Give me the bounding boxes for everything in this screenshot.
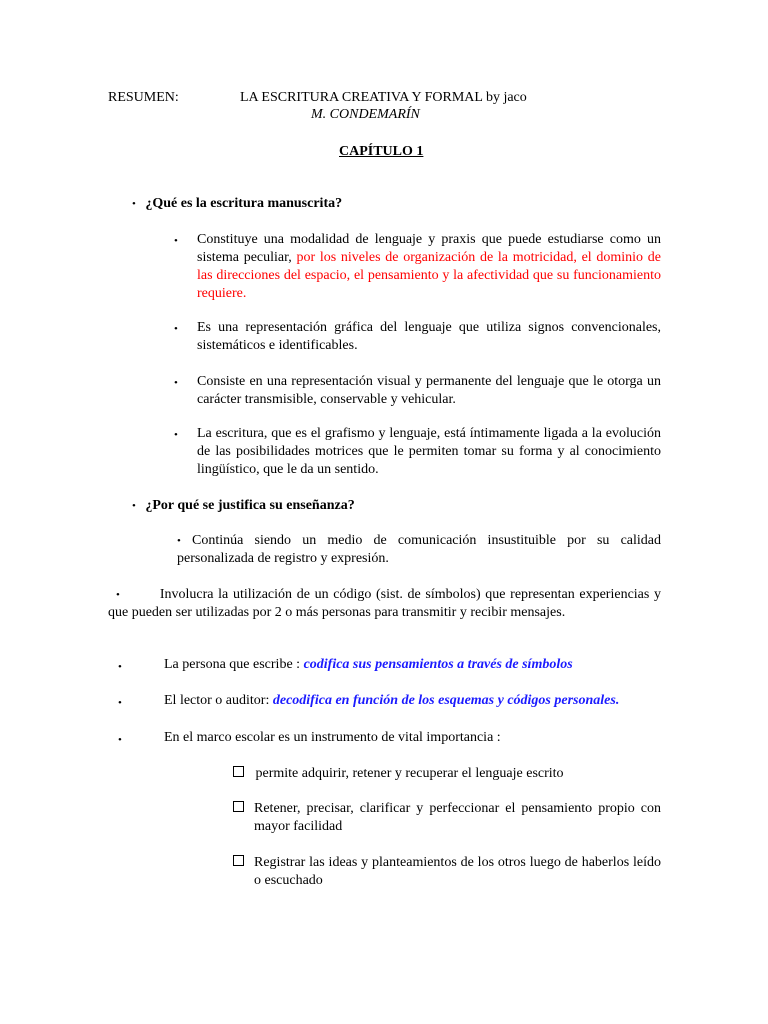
section2-question [132,497,355,515]
document-title [240,89,527,107]
bullet-icon: • [118,734,122,746]
bullet-icon: • [118,697,122,709]
list-item: Es una representación gráfica del lenguaje que utiliza signos convencionales, sistemáticos e identificables. [197,320,661,353]
section1-question [132,195,342,213]
bullet-icon: • [177,535,181,547]
question-text: ¿Qué es la escritura manuscrita? [145,196,343,211]
list-item: La escritura, que es el grafismo y lenguaje, está íntimamente ligada a la evolución de las posibilidades motrices que le permiten tomar su forma y al conocimiento lingüístico, que le da un sentido. [197,426,661,477]
checklist-item [233,765,564,783]
list-item: Consiste en una representación visual y permanente del lenguaje que le otorga un carácter transmisible, conservable y vehicular. [197,374,661,407]
bullet-icon: • [118,661,122,673]
checkbox-wrap [233,800,244,818]
bullet-icon: • [116,589,120,601]
paragraph-involucra [108,586,661,622]
persona-line [164,656,573,674]
square-checkbox-icon [233,801,244,812]
bullet-icon: • [132,500,136,512]
bullet-icon: • [174,323,178,335]
bullet-icon: • [174,377,178,389]
list-item [177,532,661,568]
persona-lead: La persona que escribe : [164,657,304,672]
bullet-icon: • [174,429,178,441]
item-text-red: por los niveles de organización de la motricidad, el dominio de las direcciones del espacio, el pensamiento y la afectividad que su funcionamiento requiere. [197,250,661,301]
persona-emph: codifica sus pensamientos a través de símbolos [303,657,573,672]
author: M. CONDEMARÍN [311,107,420,122]
square-checkbox-icon [233,766,244,777]
checklist-text: permite adquirir, retener y recuperar el lenguaje escrito [255,766,564,781]
checklist-text: Retener, precisar, clarificar y perfeccionar el pensamiento propio con mayor facilidad [254,801,661,834]
list-item [197,231,661,303]
title-by: by jaco [485,90,527,105]
title-text: LA ESCRITURA CREATIVA Y FORMAL [240,90,483,105]
chapter-heading: CAPÍTULO 1 [339,144,424,159]
lector-line [164,692,619,710]
resumen-label: RESUMEN: [108,90,179,105]
bullet-icon: • [132,198,136,210]
marco-line: En el marco escolar es un instrumento de vital importancia : [164,730,501,745]
checkbox-wrap [233,854,244,872]
bullet-icon: • [174,235,178,247]
square-checkbox-icon [233,855,244,866]
item-text: Constituye una modalidad de lenguaje y praxis que puede estudiarse como un sistema peculiar, [197,232,661,265]
paragraph-text: Involucra la utilización de un código (sist. de símbolos) que representan experiencias y que pueden ser utilizadas por 2 o más personas para transmitir y recibir mensajes. [108,587,661,620]
question-text: ¿Por qué se justifica su enseñanza? [145,498,355,513]
checklist-text: Registrar las ideas y planteamientos de los otros luego de haberlos leído o escuchado [254,855,661,888]
lector-lead: El lector o auditor: [164,693,273,708]
lector-emph: decodifica en función de los esquemas y códigos personales. [272,693,620,708]
item-text: Continúa siendo un medio de comunicación insustituible por su calidad personalizada de registro y expresión. [177,533,662,566]
